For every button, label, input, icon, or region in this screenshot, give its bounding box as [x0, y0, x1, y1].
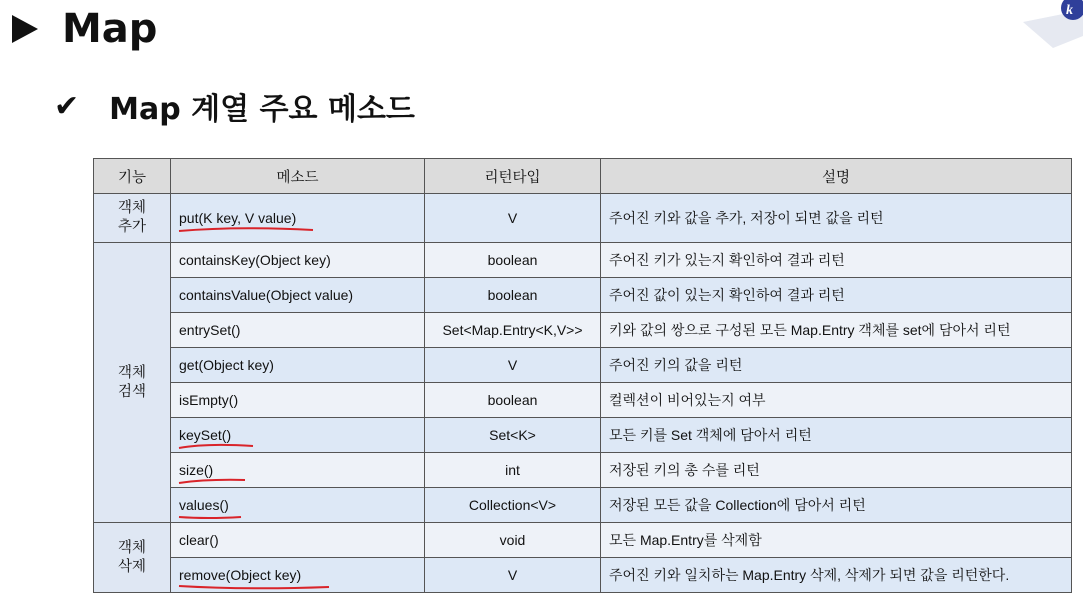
- return-type-cell: int: [425, 453, 601, 488]
- table-row: [94, 243, 1072, 278]
- return-type-cell: Collection<V>: [425, 488, 601, 523]
- description-cell: 주어진 키의 값을 리턴: [601, 348, 1072, 383]
- slide-title-text: Map: [62, 6, 158, 52]
- method-text: put(K key, V value): [179, 210, 297, 226]
- method-text: values(): [179, 497, 229, 513]
- svg-text:k: k: [1066, 3, 1073, 18]
- method-cell: clear(): [171, 523, 425, 558]
- header-description: 설명: [601, 159, 1072, 194]
- method-cell: [171, 194, 425, 243]
- method-text: remove(Object key): [179, 567, 302, 583]
- map-methods-table: [93, 158, 1072, 593]
- red-underline-mark: [177, 477, 249, 485]
- table-row: [94, 194, 1072, 243]
- group-label-line: 객체: [117, 364, 146, 381]
- header-feature: 기능: [94, 159, 171, 194]
- table-row: [94, 523, 1072, 558]
- return-type-cell: V: [425, 348, 601, 383]
- group-label-line: 삭제: [117, 558, 146, 575]
- return-type-cell: V: [425, 558, 601, 593]
- method-cell: [171, 418, 425, 453]
- return-type-cell: V: [425, 194, 601, 243]
- return-type-cell: void: [425, 523, 601, 558]
- method-name: [179, 210, 296, 226]
- method-cell: [171, 453, 425, 488]
- group-search-cell: [94, 243, 171, 523]
- table-row: [94, 313, 1072, 348]
- method-cell: isEmpty(): [171, 383, 425, 418]
- description-cell: 저장된 키의 총 수를 리턴: [601, 453, 1072, 488]
- method-cell: [171, 488, 425, 523]
- description-cell: 주어진 키와 일치하는 Map.Entry 삭제, 삭제가 되면 값을 리턴한다.: [601, 558, 1072, 593]
- red-underline-mark: [177, 582, 333, 590]
- table-row: [94, 383, 1072, 418]
- table-row: [94, 418, 1072, 453]
- section-heading-text: Map 계열 주요 메소드: [109, 92, 415, 127]
- group-delete-cell: [94, 523, 171, 593]
- description-cell: 주어진 값이 있는지 확인하여 결과 리턴: [601, 278, 1072, 313]
- header-method: 메소드: [171, 159, 425, 194]
- return-type-cell: boolean: [425, 383, 601, 418]
- return-type-cell: Set<K>: [425, 418, 601, 453]
- description-cell: 주어진 키가 있는지 확인하여 결과 리턴: [601, 243, 1072, 278]
- method-cell: containsKey(Object key): [171, 243, 425, 278]
- description-cell: 키와 값의 쌍으로 구성된 모든 Map.Entry 객체를 set에 담아서 리턴: [601, 313, 1072, 348]
- method-name: [179, 462, 213, 478]
- table-row: [94, 558, 1072, 593]
- group-label-line: 검색: [117, 383, 146, 400]
- group-label-line: 객체: [117, 539, 146, 556]
- table-row: [94, 453, 1072, 488]
- description-cell: 저장된 모든 값을 Collection에 담아서 리턴: [601, 488, 1072, 523]
- red-underline-mark: [177, 512, 245, 520]
- description-cell: 주어진 키와 값을 추가, 저장이 되면 값을 리턴: [601, 194, 1072, 243]
- red-underline-mark: [177, 442, 257, 450]
- return-type-cell: boolean: [425, 243, 601, 278]
- method-name: [179, 497, 229, 513]
- method-cell: containsValue(Object value): [171, 278, 425, 313]
- group-add-cell: [94, 194, 171, 243]
- group-label-line: 추가: [117, 219, 146, 235]
- section-heading: [54, 84, 415, 128]
- description-cell: 모든 Map.Entry를 삭제함: [601, 523, 1072, 558]
- table-row: [94, 278, 1072, 313]
- group-label-line: 객체: [117, 200, 146, 216]
- slide-title: [12, 4, 157, 54]
- header-return-type: 리턴타입: [425, 159, 601, 194]
- return-type-cell: boolean: [425, 278, 601, 313]
- table-row: [94, 348, 1072, 383]
- method-cell: entrySet(): [171, 313, 425, 348]
- table-row: [94, 488, 1072, 523]
- method-name: [179, 427, 231, 443]
- corner-logo: [1023, 0, 1083, 48]
- red-underline-mark: [177, 225, 317, 233]
- play-triangle-icon: [12, 15, 38, 43]
- method-cell: [171, 558, 425, 593]
- method-text: size(): [179, 462, 214, 478]
- table-header-row: [94, 159, 1072, 194]
- description-cell: 컬렉션이 비어있는지 여부: [601, 383, 1072, 418]
- return-type-cell: Set<Map.Entry<K,V>>: [425, 313, 601, 348]
- method-text: keySet(): [179, 427, 232, 443]
- method-cell: get(Object key): [171, 348, 425, 383]
- method-name: [179, 567, 301, 583]
- description-cell: 모든 키를 Set 객체에 담아서 리턴: [601, 418, 1072, 453]
- check-mark-icon: ✔: [54, 88, 80, 124]
